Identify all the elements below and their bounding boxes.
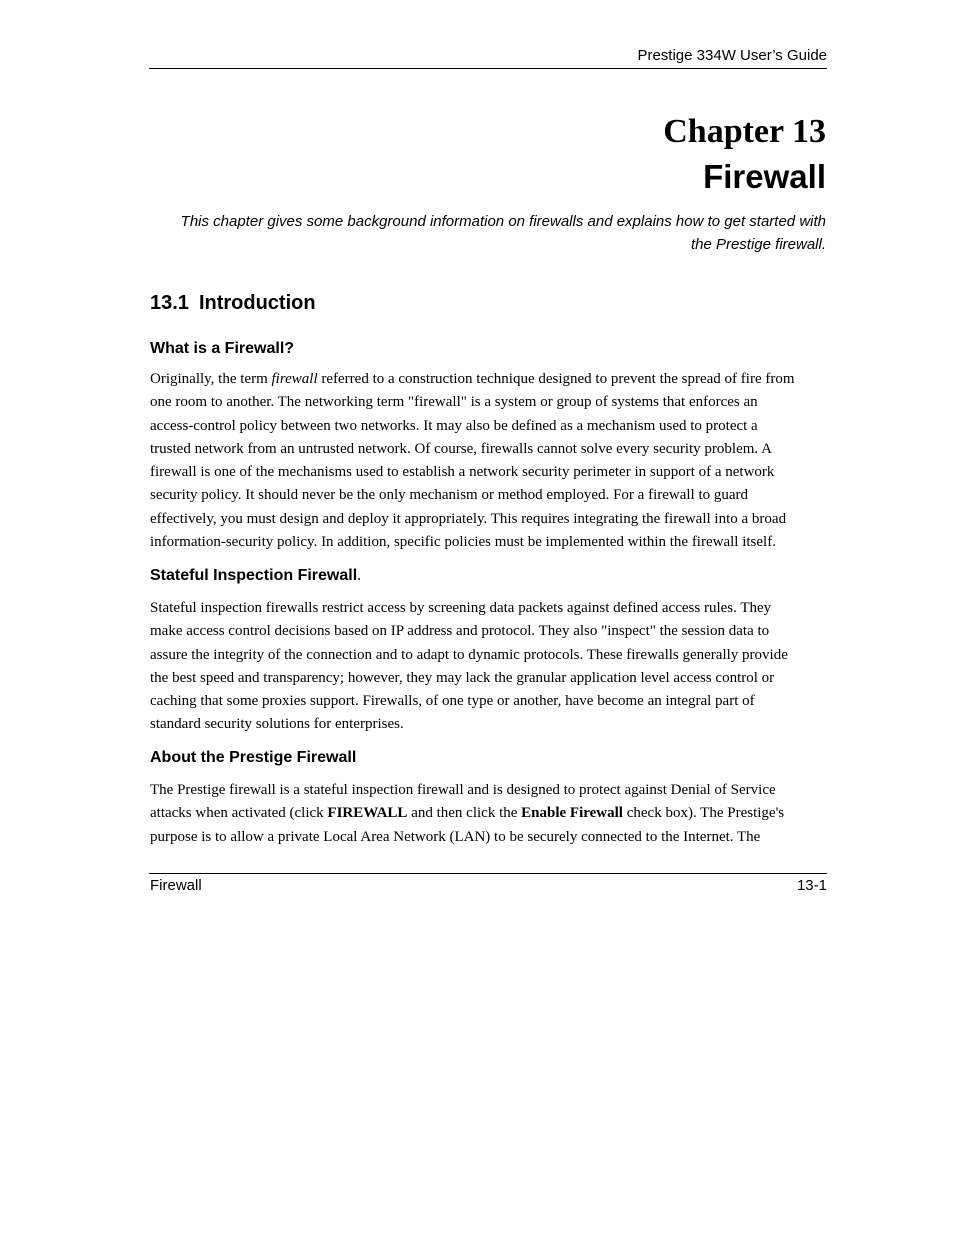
chapter-title: Firewall — [703, 158, 826, 195]
text-run: attacks when activated (click — [150, 805, 328, 822]
paragraph-line: security policy. It should never be the only mechanism or method employed. For a firewall to guard — [150, 487, 749, 504]
section-heading — [150, 289, 316, 317]
paragraph-line: effectively, you must design and deploy it appropriately. This requires integrating the firewall into a broad — [150, 510, 787, 527]
paragraph-line: one room to another. The networking term "firewall" is a system or group of systems that enforces an — [150, 394, 758, 411]
footer-chapter-name: Firewall — [150, 877, 202, 894]
paragraph-line: access-control policy between two networks. It may also be defined as a mechanism used to protect a — [150, 417, 758, 434]
page-footer — [149, 873, 827, 896]
paragraph-about-prestige-firewall — [150, 779, 827, 849]
paragraph-line: information-security policy. In addition, specific policies must be implemented within the firewall itself. — [150, 534, 776, 551]
paragraph-line: make access control decisions based on IP address and protocol. They also "inspect" the session data to — [150, 623, 770, 640]
section-title: Introduction — [198, 292, 316, 314]
bold-term-firewall: FIREWALL — [327, 805, 408, 822]
text-run: Originally, the term — [150, 371, 272, 387]
subheading-text: Stateful Inspection Firewall — [150, 567, 358, 584]
text-run: and then click the — [407, 805, 522, 822]
chapter-description-line: the Prestige firewall. — [690, 236, 826, 253]
chapter-description-line: This chapter gives some background information on firewalls and explains how to get started with — [180, 213, 826, 230]
text-run: check box). The Prestige's — [622, 805, 785, 822]
paragraph-what-is-firewall — [150, 368, 827, 554]
paragraph-line: purpose is to allow a private Local Area Network (LAN) to be securely connected to the Internet. The — [150, 828, 761, 845]
paragraph-line: Stateful inspection firewalls restrict access by screening data packets against defined access rules. They — [150, 600, 772, 616]
header-title: Prestige 334W User’s Guide — [637, 47, 827, 64]
chapter-number: Chapter 13 — [663, 113, 826, 150]
subheading-about-prestige-firewall: About the Prestige Firewall — [150, 749, 357, 766]
page-header — [149, 46, 827, 69]
paragraph-line — [150, 368, 827, 391]
section-number: 13.1 — [150, 292, 189, 314]
bold-term-enable-firewall: Enable Firewall — [521, 805, 623, 822]
paragraph-line — [150, 802, 827, 825]
paragraph-line: assure the integrity of the connection and to adapt to dynamic protocols. These firewalls generally provide — [150, 646, 788, 663]
paragraph-stateful-inspection — [150, 597, 827, 737]
paragraph-line: The Prestige firewall is a stateful inspection firewall and is designed to protect against Denial of Service — [150, 782, 776, 798]
text-run: referred to a construction technique designed to prevent the spread of fire from — [317, 371, 795, 387]
subheading-what-is-firewall: What is a Firewall? — [150, 340, 295, 357]
paragraph-line: standard security solutions for enterprises. — [150, 716, 404, 733]
paragraph-line: caching that some proxies support. Firewalls, of one type or another, have become an integral part of — [150, 693, 755, 710]
paragraph-line: trusted network from an untrusted network. Of course, firewalls cannot solve every security problem. A — [150, 440, 772, 457]
subheading-trail: . — [357, 567, 362, 584]
paragraph-line: the best speed and transparency; however, they may lack the granular application level access control or — [150, 669, 775, 686]
subheading-stateful-inspection — [150, 565, 361, 587]
footer-page-number: 13-1 — [796, 877, 827, 894]
italic-term: firewall — [271, 371, 318, 387]
chapter-description — [149, 210, 826, 256]
paragraph-line: firewall is one of the mechanisms used to establish a network security perimeter in support of a network — [150, 464, 775, 481]
